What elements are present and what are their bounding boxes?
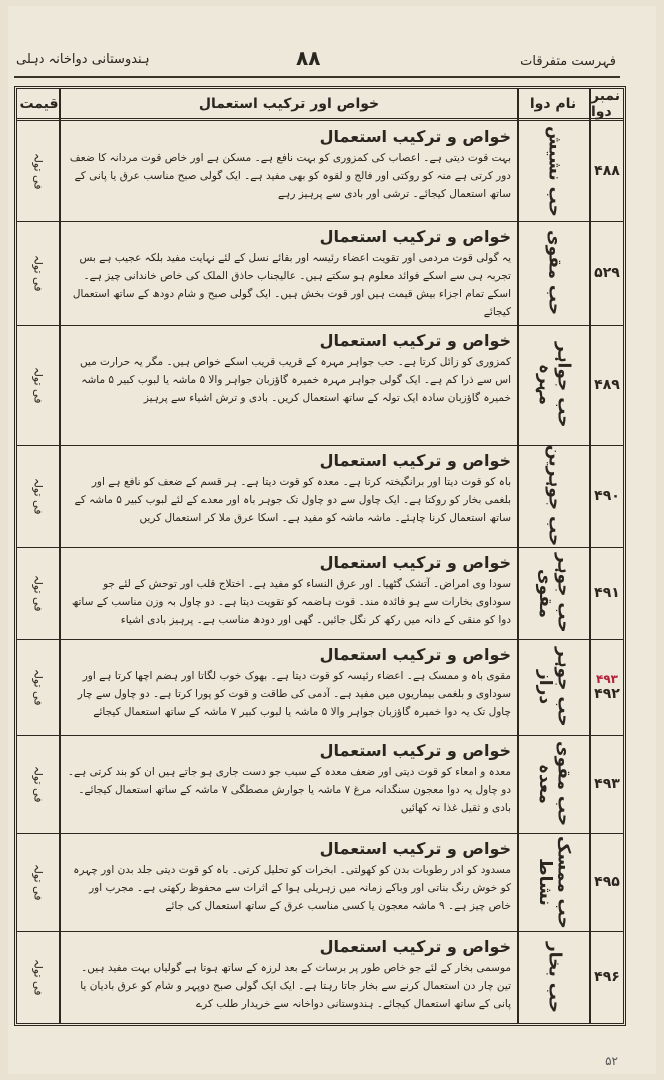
medicine-number: ۴۸۸	[594, 163, 620, 179]
table-row	[17, 833, 623, 932]
header-rule	[14, 76, 620, 78]
table-body	[17, 121, 623, 1023]
row-title: خواص و ترکیب استعمال	[319, 553, 511, 572]
column-header-name: نام دوا	[517, 89, 589, 121]
medicine-price: فی تولہ	[31, 668, 45, 706]
header-publisher: ہندوستانی دواخانہ دہلی	[16, 52, 150, 67]
medicine-description	[61, 221, 517, 325]
medicine-price: فی تولہ	[31, 765, 45, 803]
medicine-number: ۴۸۹	[594, 377, 620, 393]
row-text: مقوی باہ و ممسک ہے۔ اعضاء رئیسہ کو قوت دیتا ہے۔ بھوک خوب لگاتا اور ہضم اچھا کرتا ہے اور سوداوی و بلغمی بیماریوں میں مفید ہے۔ آدمی کی طاقت و قوت کو پورا کرتا ہے۔ دو چاول سے چار چاول تک یہ دوا خمیرہ گاؤزبان جواہر والا ۵ ماشہ یا لبوب کبیر ۷ ماشہ کے ساتھ استعمال کیجائے	[77, 670, 511, 718]
medicine-name: حب جوہر مقوی	[535, 553, 574, 633]
medicine-price: فی تولہ	[31, 958, 45, 996]
table-row	[17, 735, 623, 834]
column-header-body: خواص اور ترکیب استعمال	[61, 89, 517, 121]
row-text: معدہ و امعاء کو قوت دیتی اور ضعف معدہ کے سبب جو دست جاری ہو جاتے ہیں ان کو بند کرتی ہے۔ دو چاول یہ دوا معجون سنگدانہ مرغ ۷ ماشہ یا جوارش مصطگی ۷ ماشہ کے ساتھ استعمال کیجائے۔ بادی و ثقیل غذا نہ کھائیں	[67, 766, 511, 814]
column-header-number: نمبر دوا	[591, 89, 623, 121]
table-row	[17, 639, 623, 736]
medicine-number: ۴۹۰	[594, 488, 620, 504]
medicine-price: فی تولہ	[31, 863, 45, 901]
medicine-description	[61, 735, 517, 833]
medicine-number: ۴۹۳	[594, 776, 620, 792]
medicine-name: حب ممسک نشاط	[535, 835, 574, 929]
table-row	[17, 121, 623, 222]
medicine-price: فی تولہ	[31, 366, 45, 404]
row-text: مسدود کو ادر رطوبات بدن کو کھولتی۔ ابخرات کو تحلیل کرتی۔ باہ کو قوت دیتی جلد بدن اور چہرہ کو خوش رنگ بناتی اور وباکے زمانہ میں زہریلی ہوا کے اثرات سے محفوظ رکھتی ہے۔ مجرب اور خاص چیز ہے۔ ۹ ماشہ معجون یا کسی مناسب عرق کے ساتھ استعمال کی جائے	[73, 864, 511, 912]
medicine-name: حب جوہر دراز	[535, 647, 574, 727]
document-page	[8, 6, 656, 1074]
table-row	[17, 547, 623, 640]
medicine-name: حب بخار	[544, 941, 565, 1013]
row-title: خواص و ترکیب استعمال	[319, 937, 511, 956]
row-title: خواص و ترکیب استعمال	[319, 839, 511, 858]
table-row	[17, 221, 623, 326]
medicine-description	[61, 325, 517, 445]
medicine-price: فی تولہ	[31, 254, 45, 292]
table-row	[17, 325, 623, 446]
medicine-number	[591, 639, 623, 735]
medicine-table	[14, 86, 626, 1026]
row-title: خواص و ترکیب استعمال	[319, 645, 511, 664]
medicine-name: حب جواہر مہرہ	[535, 342, 574, 428]
row-title: خواص و ترکیب استعمال	[319, 227, 511, 246]
medicine-number: ۵۲۹	[594, 265, 620, 281]
medicine-name: حب مقوی	[544, 230, 565, 316]
medicine-number-text: ۴۹۲	[594, 686, 620, 702]
footer-mark: ۵۲	[605, 1054, 618, 1068]
medicine-price: فی تولہ	[31, 152, 45, 190]
row-text: کمزوری کو زائل کرتا ہے۔ حب جواہر مہرہ کے قریب قریب اسکے خواص ہیں۔ مگر یہ حرارت میں اس سے ذرا کم ہے۔ ایک گولی جواہر مہرہ خمیرہ گاؤزبان جواہر والا ۵ ماشہ یا لبوب کبیر ۵ ماشہ خمیرہ گاؤزبان سادہ ایک تولہ کے ساتھ استعمال کریں۔ بادی و ترش اشیاء سے پرہیز	[79, 356, 511, 404]
handwritten-note: ۴۹۳	[596, 672, 618, 686]
row-title: خواص و ترکیب استعمال	[319, 127, 511, 146]
medicine-name: حب نشیش	[544, 125, 565, 217]
medicine-description	[61, 833, 517, 931]
medicine-description	[61, 639, 517, 735]
row-title: خواص و ترکیب استعمال	[319, 451, 511, 470]
medicine-name: حب جوہرین	[544, 445, 565, 547]
column-header-price: قیمت	[17, 89, 61, 121]
table-row	[17, 931, 623, 1023]
medicine-name: حب مقوی معدہ	[535, 741, 574, 827]
row-text: یہ گولی قوت مردمی اور تقویت اعضاء رئیسہ اور بقائے نسل کے لئے نہایت مفید بلکہ عجیب ہے بس تجربہ ہی سے اسکے فوائد معلوم ہو سکتے ہیں۔ عالیجناب حاذق الملک کی خاص خاندانی چیز ہے۔ اسکے تمام اجزاء بیش قیمت ہیں اور قوت بخش ہیں۔ ایک گولی صبح و شام دودھ کے ساتھ استعمال کیجائے	[72, 252, 511, 318]
medicine-description	[61, 445, 517, 547]
medicine-number: ۴۹۶	[594, 969, 620, 985]
row-text: سودا وی امراض۔ آتشک گٹھیا۔ اور عرق النساء کو مفید ہے۔ اختلاج قلب اور توحش کے لئے جو سوداوی بخارات سے ہو فائدہ مند۔ قوت ہاضمہ کو تقویت دیتا ہے۔ دو چاول بہ وزن مناسب کے ساتھ دوا کو منقی کے دانہ میں رکھ کر نگل جائیں۔ گھی اور دودھ مناسب ہے۔ پرہیز بادی اشیاء	[71, 578, 511, 626]
medicine-description	[61, 931, 517, 1023]
medicine-description	[61, 121, 517, 221]
header-section-title: فہرست متفرقات	[520, 54, 616, 69]
page-number: ۸۸	[296, 46, 321, 70]
medicine-number: ۴۹۱	[594, 585, 620, 601]
row-title: خواص و ترکیب استعمال	[319, 331, 511, 350]
medicine-description	[61, 547, 517, 639]
medicine-price: فی تولہ	[31, 574, 45, 612]
row-text: بہت قوت دیتی ہے۔ اعصاب کی کمزوری کو بہت نافع ہے۔ مسکن ہے اور خاص قوت مردانہ کا ضعف دور کرتی ہے منہ کو روکتی اور فالج و لقوہ کو بھی مفید ہے۔ ایک گولی صبح مناسب عرق یا پانی کے ساتھ استعمال کیجائے۔ ترشی اور بادی سے پرہیز رہے	[69, 152, 511, 200]
medicine-number: ۴۹۵	[594, 874, 620, 890]
row-title: خواص و ترکیب استعمال	[319, 741, 511, 760]
medicine-price: فی تولہ	[31, 477, 45, 515]
row-text: موسمی بخار کے لئے جو خاص طور پر برسات کے بعد لرزہ کے ساتھ ہوتا ہے گولیاں بہت مفید ہیں۔ تین چار دن استعمال کرنے سے بخار جاتا رہتا ہے۔ ایک ایک گولی صبح دوپہر و شام کو عرق بادیان یا پانی کے ساتھ استعمال کیجائے۔ ہندوستانی دواخانہ سے خریدار طلب کرے	[80, 962, 511, 1010]
row-text: باہ کو قوت دیتا اور برانگیختہ کرتا ہے۔ معدہ کو قوت دیتا ہے۔ ہر قسم کے ضعف کو نافع ہے اور بلغمی بخار کو روکتا ہے۔ ایک چاول سے دو چاول تک جوہر باہ اور معدے کے لئے لبوب کبیر ۵ ماشہ کے ساتھ استعمال کرنا چاہئے۔ ماشہ ماشہ کو مفید ہے۔ اسکا عرق ملا کر استعمال کریں	[74, 476, 511, 524]
table-row	[17, 445, 623, 548]
